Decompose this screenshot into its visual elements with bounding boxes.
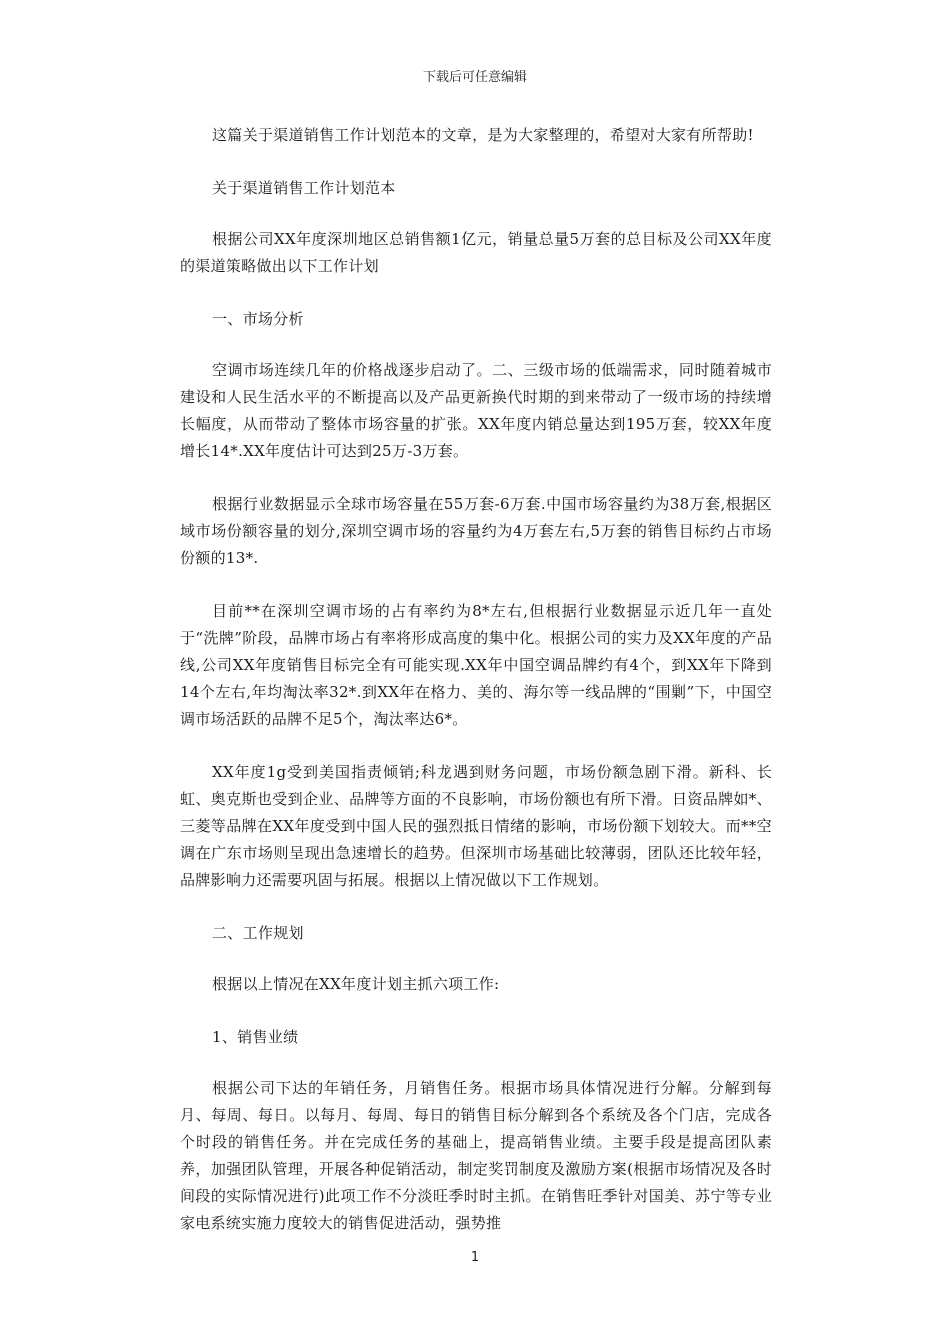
body-paragraph: XX年度1g受到美国指责倾销;科龙遇到财务问题，市场份额急剧下滑。新科、长虹、奥克斯也受到企业、品牌等方面的不良影响，市场份额也有所下滑。日资品牌如*、三菱等品牌在XX年度受到中国人民的强烈抵日情绪的影响，市场份额下划较大。而**空调在广东市场则呈现出急速增长的趋势。但深圳市场基础比较薄弱，团队还比较年轻，品牌影响力还需要巩固与拓展。根据以上情况做以下工作规划。 — [180, 763, 772, 889]
header-note: 下载后可任意编辑 — [422, 70, 527, 85]
section-heading-market-analysis: 一、市场分析 — [212, 310, 304, 328]
subsection-heading-sales: 1、销售业绩 — [212, 1028, 299, 1046]
page-number: 1 — [470, 1250, 480, 1265]
document-body — [180, 122, 772, 1263]
body-paragraph: 根据公司下达的年销任务，月销售任务。根据市场具体情况进行分解。分解到每月、每周、每日。以每月、每周、每日的销售目标分解到各个系统及各个门店，完成各个时段的销售任务。并在完成任务的基础上，提高销售业绩。主要手段是提高团队素养，加强团队管理，开展各种促销活动，制定奖罚制度及激励方案(根据市场情况及各时间段的实际情况进行)此项工作不分淡旺季时时主抓。在销售旺季针对国美、苏宁等专业家电系统实施力度较大的销售促进活动，强势推 — [180, 1079, 772, 1232]
document-title: 关于渠道销售工作计划范本 — [212, 179, 396, 197]
body-paragraph: 根据公司XX年度深圳地区总销售额1亿元，销量总量5万套的总目标及公司XX年度的渠道策略做出以下工作计划 — [180, 230, 772, 275]
body-paragraph: 目前**在深圳空调市场的占有率约为8*左右,但根据行业数据显示近几年一直处于“洗牌”阶段，品牌市场占有率将形成高度的集中化。根据公司的实力及XX年度的产品线,公司XX年度销售目标完全有可能实现.XX年中国空调品牌约有4个，到XX年下降到14个左右,年均淘汰率32*.到XX年在格力、美的、海尔等一线品牌的“围剿”下，中国空调市场活跃的品牌不足5个，淘汰率达6*。 — [180, 602, 772, 728]
body-paragraph: 根据行业数据显示全球市场容量在55万套-6万套.中国市场容量约为38万套,根据区域市场份额容量的划分,深圳空调市场的容量约为4万套左右,5万套的销售目标约占市场份额的13*. — [180, 495, 772, 567]
body-paragraph: 根据以上情况在XX年度计划主抓六项工作: — [212, 975, 500, 993]
intro-paragraph: 这篇关于渠道销售工作计划范本的文章，是为大家整理的，希望对大家有所帮助! — [212, 126, 754, 144]
body-paragraph: 空调市场连续几年的价格战逐步启动了。二、三级市场的低端需求，同时随着城市建设和人民生活水平的不断提高以及产品更新换代时期的到来带动了一级市场的持续增长幅度，从而带动了整体市场容量的扩张。XX年度内销总量达到195万套，较XX年度增长14*.XX年度估计可达到25万-3万套。 — [180, 361, 772, 460]
section-heading-work-plan: 二、工作规划 — [212, 924, 304, 942]
